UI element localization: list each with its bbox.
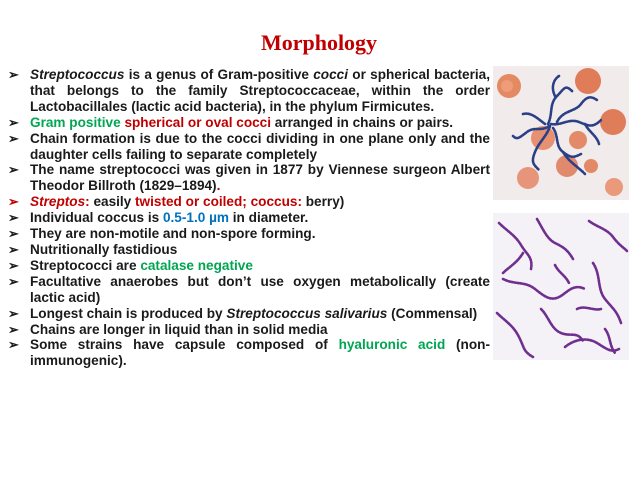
bullet-item bbox=[8, 67, 490, 115]
bullet-text: Gram positive bbox=[30, 114, 121, 130]
arrow-bullet-icon: ➢ bbox=[8, 226, 19, 242]
bullet-item bbox=[8, 258, 490, 274]
arrow-bullet-icon: ➢ bbox=[8, 273, 19, 289]
bullet-text: arranged in chains or pairs. bbox=[271, 114, 454, 130]
bullet-list bbox=[8, 67, 490, 369]
bullet-text: berry) bbox=[301, 194, 345, 210]
slide-title: Morphology bbox=[260, 30, 378, 55]
bullet-item bbox=[8, 226, 490, 242]
arrow-bullet-icon: ➢ bbox=[8, 194, 19, 210]
arrow-bullet-icon: ➢ bbox=[8, 305, 19, 321]
arrow-bullet-icon: ➢ bbox=[8, 114, 19, 130]
bullet-text: . bbox=[216, 178, 221, 194]
bullet-text: Some strains have capsule composed of bbox=[30, 337, 339, 353]
bullet-text: : bbox=[85, 194, 90, 210]
bullet-text: (non-immunogenic). bbox=[30, 337, 490, 369]
bullet-item bbox=[8, 322, 490, 338]
bullet-text: Streptococci are bbox=[30, 257, 141, 273]
arrow-bullet-icon: ➢ bbox=[8, 162, 19, 178]
bullet-item bbox=[8, 210, 490, 226]
bullet-text: Chain formation is due to the cocci dividing in one plane only and the daughter cells failing to separate completely bbox=[30, 130, 490, 162]
arrow-bullet-icon: ➢ bbox=[8, 257, 19, 273]
bullet-text: spherical or oval cocci bbox=[124, 114, 272, 130]
micrograph-stained-chains-image bbox=[493, 213, 629, 360]
bullet-item bbox=[8, 242, 490, 258]
bullet-text: Streptos bbox=[30, 194, 86, 210]
bullet-text: Streptococcus salivarius bbox=[226, 305, 388, 321]
arrow-bullet-icon: ➢ bbox=[8, 67, 19, 82]
micrograph-blood-smear-image bbox=[493, 66, 629, 200]
bullet-text: The name streptococci was given in 1877 by Viennese surgeon Albert Theodor Billroth (1829–1894) bbox=[30, 162, 490, 194]
bullet-item bbox=[8, 162, 490, 194]
bullet-item bbox=[8, 337, 490, 369]
arrow-bullet-icon: ➢ bbox=[8, 337, 19, 353]
bullet-text: easily bbox=[89, 194, 136, 210]
bullet-text: Streptococcus bbox=[30, 67, 125, 82]
bullet-text: (Commensal) bbox=[387, 305, 478, 321]
bullet-text: in diameter. bbox=[229, 210, 309, 226]
bullet-item bbox=[8, 306, 490, 322]
arrow-bullet-icon: ➢ bbox=[8, 241, 19, 257]
arrow-bullet-icon: ➢ bbox=[8, 130, 19, 146]
bullet-text: is a genus of Gram-positive bbox=[124, 67, 314, 82]
bullet-text: They are non-motile and non-spore forming. bbox=[30, 226, 316, 242]
bullet-item bbox=[8, 274, 490, 306]
bullet-item bbox=[8, 115, 490, 131]
arrow-bullet-icon: ➢ bbox=[8, 210, 19, 226]
arrow-bullet-icon: ➢ bbox=[8, 321, 19, 337]
micrograph-stained-chains bbox=[493, 213, 629, 360]
micrograph-blood-smear bbox=[493, 66, 629, 200]
bullet-text: 0.5-1.0 µm bbox=[162, 210, 229, 226]
bullet-text: cocci bbox=[313, 67, 348, 82]
bullet-text: Individual coccus is bbox=[30, 210, 163, 226]
bullet-text: Longest chain is produced by bbox=[30, 305, 227, 321]
bullet-item bbox=[8, 131, 490, 163]
bullet-text: or spherical bacteria, that belongs to the family Streptococcaceae, within the order Lactobacillales (lactic acid bacteria), in the phylum Firmicutes. bbox=[30, 67, 491, 114]
bullet-text: catalase negative bbox=[140, 257, 253, 273]
bullet-text: Nutritionally fastidious bbox=[30, 241, 178, 257]
bullet-text: hyaluronic acid bbox=[338, 337, 446, 353]
bullet-text: twisted or coiled; coccus: bbox=[135, 194, 302, 210]
bullet-item bbox=[8, 194, 490, 210]
bullet-text: Chains are longer in liquid than in solid media bbox=[30, 321, 328, 337]
bullet-text: Facultative anaerobes but don’t use oxygen metabolically (create lactic acid) bbox=[30, 273, 490, 305]
